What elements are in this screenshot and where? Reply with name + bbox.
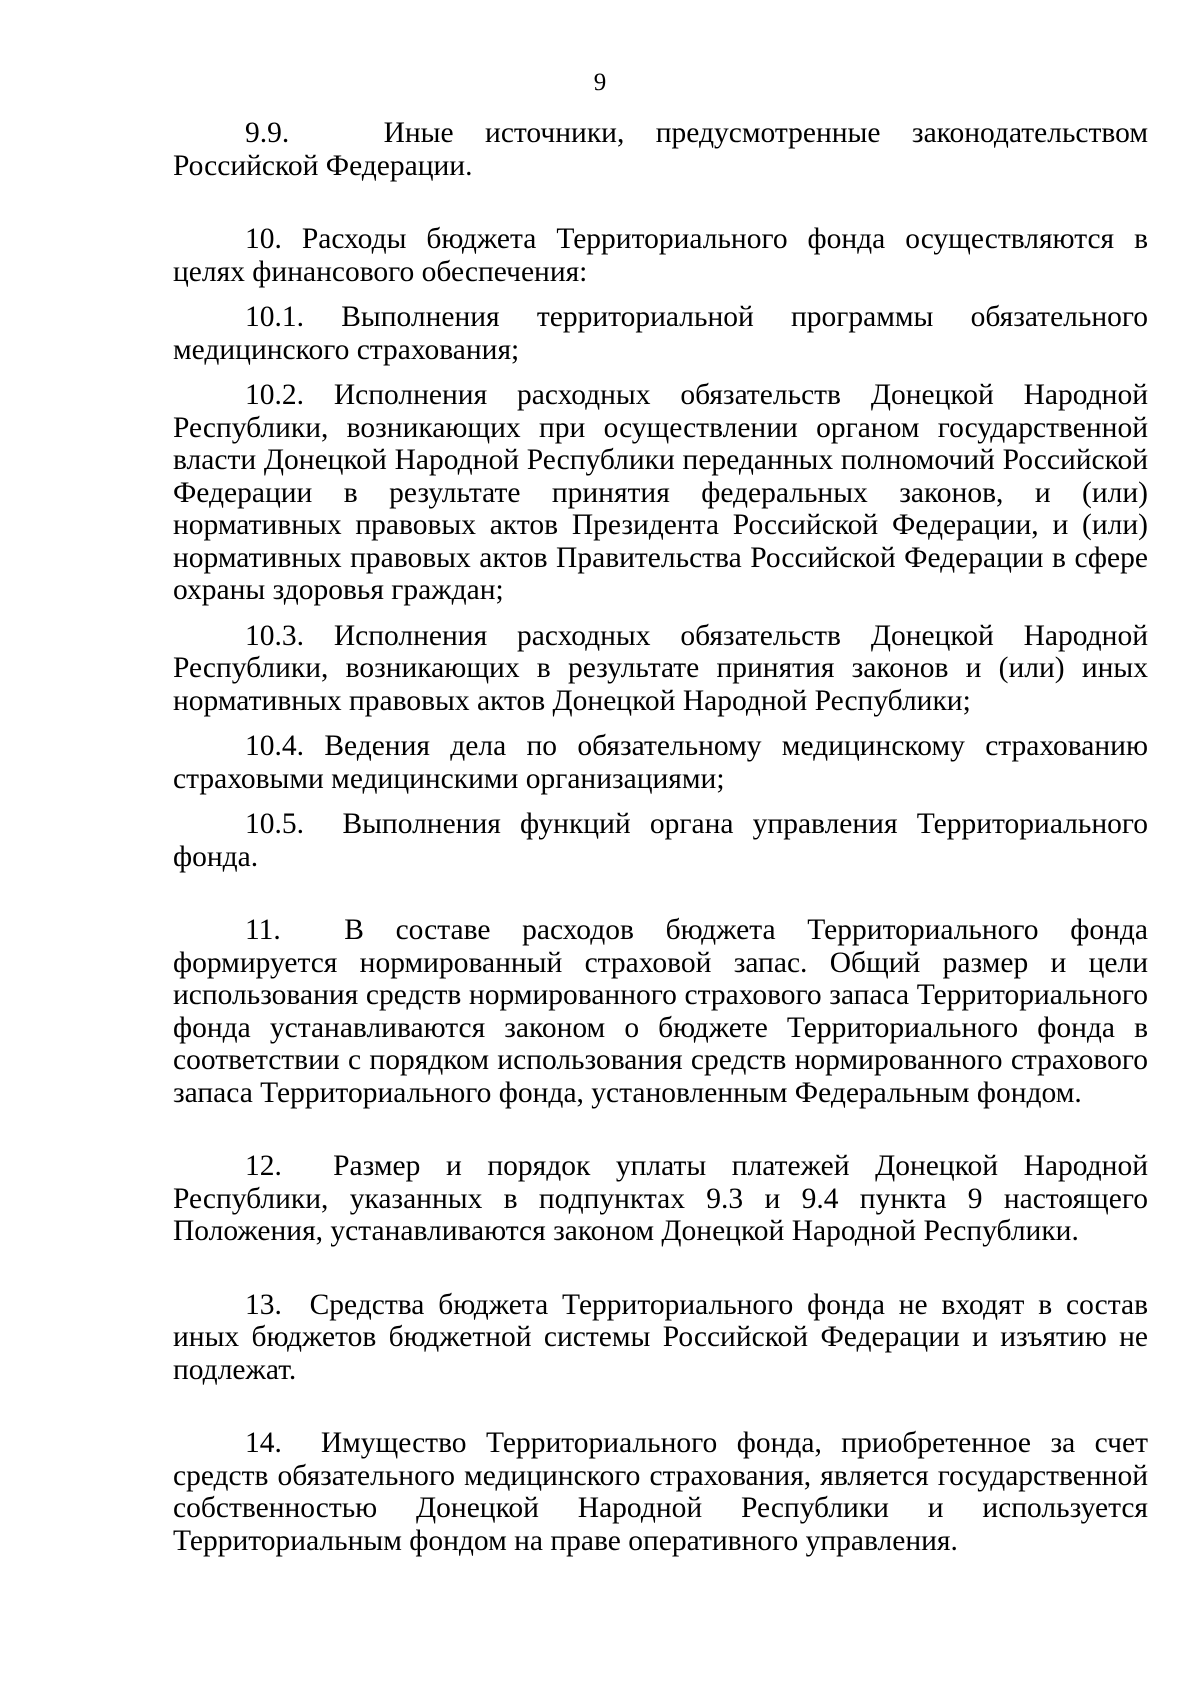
paragraph-10-2 xyxy=(173,379,1148,607)
paragraph-11 xyxy=(173,914,1148,1109)
paragraph-10-3 xyxy=(173,620,1148,718)
paragraph-number: 11. xyxy=(245,914,281,946)
paragraph-text: Выполнения функций органа управления Территориального фонда. xyxy=(173,808,1149,873)
document-body xyxy=(173,117,1148,1557)
paragraph-text: Иные источники, предусмотренные законодательством Российской Федерации. xyxy=(173,117,1149,182)
paragraph-10-1 xyxy=(173,301,1148,366)
paragraph-13 xyxy=(173,1289,1148,1387)
paragraph-number: 10.2. xyxy=(245,379,304,411)
paragraph-number: 10.1. xyxy=(245,301,304,333)
paragraph-number: 9.9. xyxy=(245,117,290,149)
paragraph-text: В составе расходов бюджета Территориального фонда формируется нормированный страховой запас. Общий размер и цели использования средств нормированного страхового запаса Территориального фонда устанавливаются законом о бюджете Территориального фонда в соответствии с порядком использования средств нормированного страхового запаса Территориального фонда, установленным Федеральным фондом. xyxy=(173,914,1148,1109)
paragraph-text: Расходы бюджета Территориального фонда осуществляются в целях финансового обеспечения: xyxy=(173,223,1148,288)
paragraph-9-9 xyxy=(173,117,1148,182)
paragraph-number: 10.4. xyxy=(245,730,304,762)
paragraph-text: Ведения дела по обязательному медицинскому страхованию страховыми медицинскими организациями; xyxy=(173,730,1149,795)
paragraph-text: Выполнения территориальной программы обязательного медицинского страхования; xyxy=(173,301,1148,366)
paragraph-number: 10. xyxy=(245,223,282,255)
paragraph-text: Исполнения расходных обязательств Донецкой Народной Республики, возникающих при осуществлении органом государственной власти Донецкой Народной Республики переданных полномочий Российской Федерации в результате принятия федеральных законов, и (или) нормативных правовых актов Президента Российской Федерации, и (или) нормативных правовых актов Правительства Российской Федерации в сфере охраны здоровья граждан; xyxy=(173,379,1149,606)
paragraph-text: Имущество Территориального фонда, приобретенное за счет средств обязательного медицинского страхования, является государственной собственностью Донецкой Народной Республики и используется Территориальным фондом на праве оперативного управления. xyxy=(173,1427,1148,1557)
paragraph-number: 13. xyxy=(245,1288,282,1321)
paragraph-number: 12. xyxy=(245,1150,282,1182)
paragraph-number: 14. xyxy=(245,1427,282,1459)
paragraph-text: Исполнения расходных обязательств Донецкой Народной Республики, возникающих в результате принятия законов и (или) иных нормативных правовых актов Донецкой Народной Республики; xyxy=(173,619,1149,717)
paragraph-text: Размер и порядок уплаты платежей Донецкой Народной Республики, указанных в подпунктах 9.3 и 9.4 пункта 9 настоящего Положения, устанавливаются законом Донецкой Народной Республики. xyxy=(173,1150,1148,1247)
paragraph-number: 10.5. xyxy=(245,808,304,840)
paragraph-text: Средства бюджета Территориального фонда не входят в состав иных бюджетов бюджетной системы Российской Федерации и изъятию не подлежат. xyxy=(173,1288,1149,1386)
paragraph-10-4 xyxy=(173,730,1148,795)
page-number: 9 xyxy=(593,69,607,96)
paragraph-14 xyxy=(173,1427,1148,1557)
paragraph-number: 10.3. xyxy=(245,619,304,652)
paragraph-10-5 xyxy=(173,808,1148,873)
paragraph-12 xyxy=(173,1150,1148,1248)
paragraph-10 xyxy=(173,223,1148,288)
